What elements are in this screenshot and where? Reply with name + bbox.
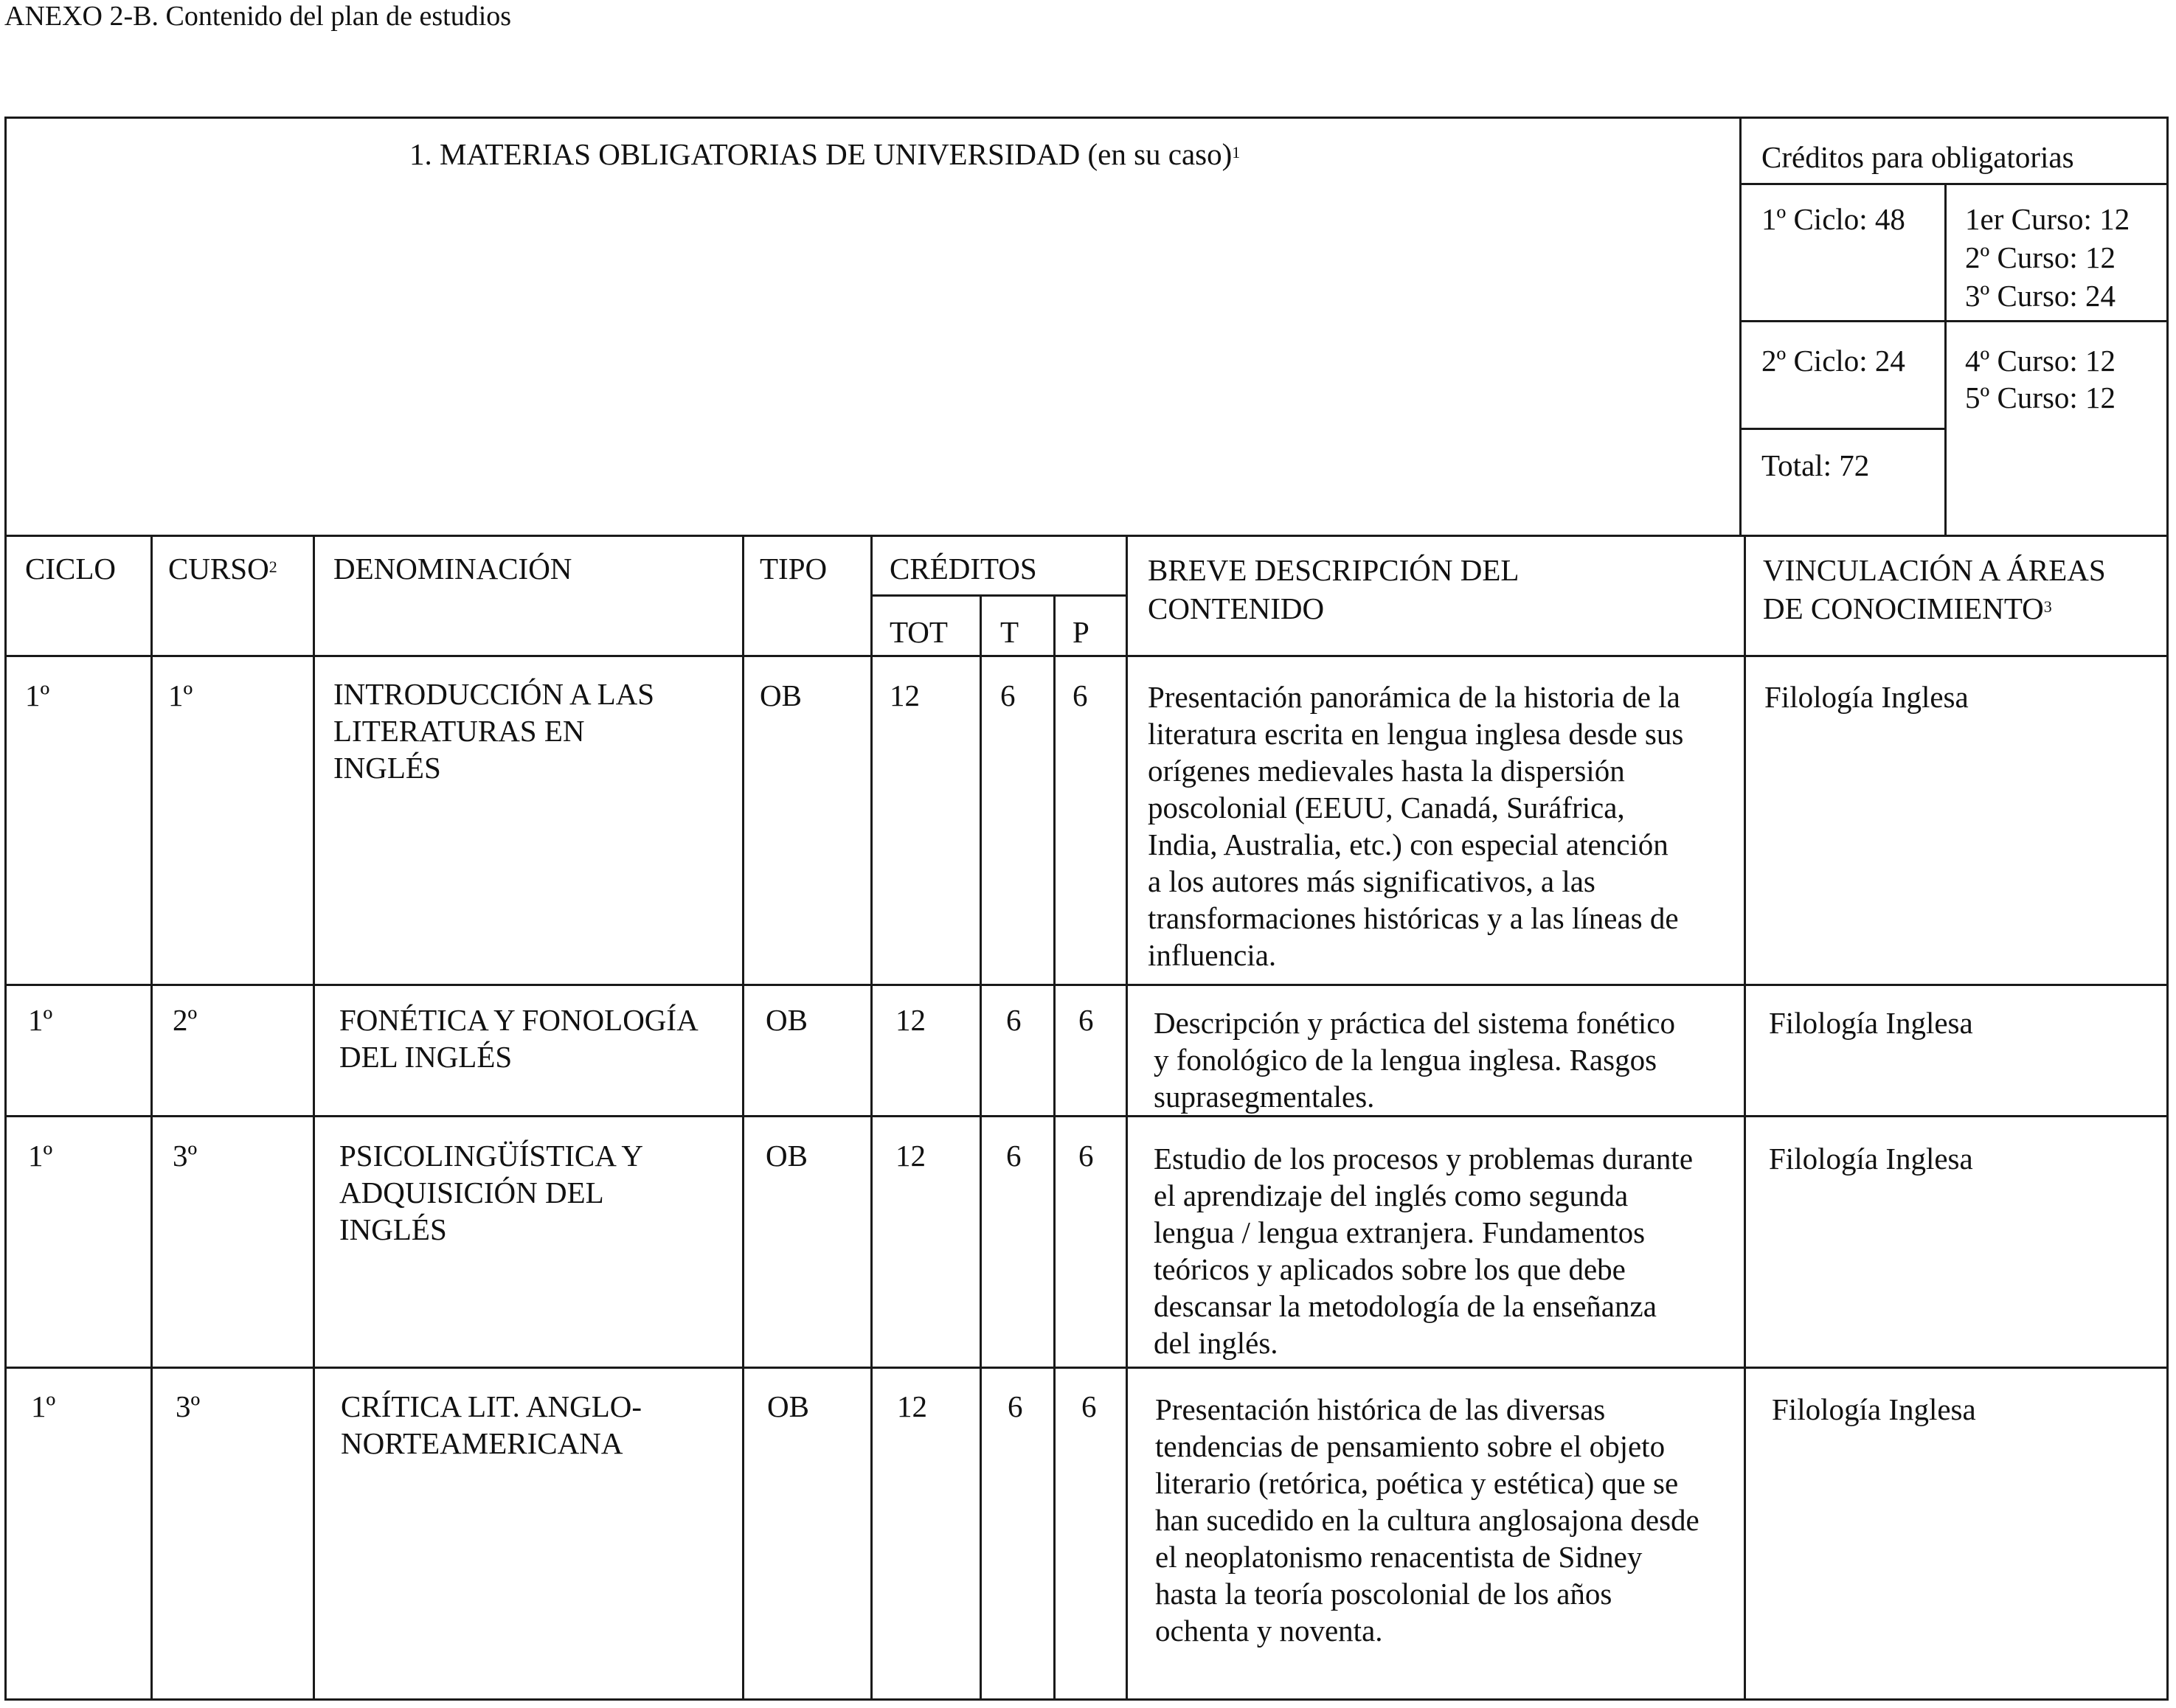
creditos-subheader-rule <box>870 594 1126 597</box>
cell-descripcion: lengua / lengua extranjera. Fundamentos <box>1154 1215 1646 1249</box>
cell-descripcion: han sucedido en la cultura anglosajona desde <box>1155 1503 1699 1537</box>
header-vinculacion-footnote: 3 <box>2043 597 2052 616</box>
header-curso-text: CURSO <box>168 552 269 586</box>
cell-tipo: OB <box>767 1389 809 1423</box>
cell-p: 6 <box>1078 1003 1094 1037</box>
column-rule <box>313 535 315 1701</box>
cell-vinculacion: Filología Inglesa <box>1769 1006 1973 1040</box>
header-tipo: TIPO <box>760 552 828 586</box>
cell-descripcion: literario (retórica, poética y estética) que se <box>1155 1466 1679 1500</box>
header-vinculacion-text: DE CONOCIMIENTO <box>1763 591 2044 625</box>
section-title-footnote: 1 <box>1232 143 1241 162</box>
column-rule <box>150 535 153 1701</box>
header-creditos: CRÉDITOS <box>890 552 1037 586</box>
header-ciclo: CICLO <box>25 552 116 586</box>
cell-ciclo: 1º <box>25 678 50 712</box>
cell-descripcion: poscolonial (EEUU, Canadá, Suráfrica, <box>1148 791 1625 825</box>
credits-inner-divider <box>1944 183 1947 537</box>
header-t: T <box>1000 615 1019 649</box>
column-rule <box>1744 535 1746 1701</box>
credits-ciclo1-curso: 1er Curso: 12 <box>1965 202 2130 236</box>
cell-denominacion: INGLÉS <box>339 1212 447 1246</box>
credits-ciclo1-rule <box>1739 320 2169 322</box>
cell-curso: 1º <box>168 678 193 712</box>
cell-descripcion: del inglés. <box>1154 1326 1278 1360</box>
credits-heading-rule <box>1739 183 2169 185</box>
cell-descripcion: influencia. <box>1148 938 1277 972</box>
cell-tipo: OB <box>766 1139 808 1173</box>
header-vinculacion <box>1763 589 2052 628</box>
cell-curso: 2º <box>173 1003 198 1037</box>
section-title <box>409 136 1240 173</box>
cell-descripcion: Descripción y práctica del sistema fonético <box>1154 1006 1675 1040</box>
cell-tot: 12 <box>895 1003 926 1037</box>
cell-descripcion: Presentación panorámica de la historia de la <box>1148 680 1680 714</box>
cell-t: 6 <box>1006 1003 1022 1037</box>
row-rule <box>4 984 2169 986</box>
cell-descripcion: el aprendizaje del inglés como segunda <box>1154 1178 1629 1212</box>
cell-ciclo: 1º <box>31 1389 56 1423</box>
header-tot: TOT <box>890 615 948 649</box>
document-title: ANEXO 2-B. Contenido del plan de estudios <box>4 1 512 32</box>
cell-t: 6 <box>1006 1139 1022 1173</box>
cell-descripcion: India, Australia, etc.) con especial atención <box>1148 827 1669 861</box>
cell-descripcion: orígenes medievales hasta la dispersión <box>1148 754 1625 788</box>
column-rule <box>1126 535 1128 1701</box>
header-vinculacion: VINCULACIÓN A ÁREAS <box>1763 553 2106 587</box>
cell-ciclo: 1º <box>28 1003 53 1037</box>
cell-descripcion: teóricos y aplicados sobre los que debe <box>1154 1252 1626 1286</box>
cell-denominacion: INTRODUCCIÓN A LAS <box>333 677 655 711</box>
cell-descripcion: transformaciones históricas y a las líneas de <box>1148 901 1679 935</box>
cell-tot: 12 <box>897 1389 927 1423</box>
row-rule <box>4 1115 2169 1117</box>
cell-descripcion: ochenta y noventa. <box>1155 1614 1383 1648</box>
cell-vinculacion: Filología Inglesa <box>1769 1142 1973 1176</box>
header-curso-footnote: 2 <box>268 558 277 576</box>
cell-denominacion: CRÍTICA LIT. ANGLO- <box>341 1389 642 1423</box>
header-curso <box>168 549 277 589</box>
cell-t: 6 <box>1000 678 1016 712</box>
header-denominacion: DENOMINACIÓN <box>333 552 572 586</box>
cell-denominacion: LITERATURAS EN <box>333 714 585 748</box>
cell-descripcion: descansar la metodología de la enseñanza <box>1154 1289 1657 1323</box>
cell-denominacion: INGLÉS <box>333 751 441 785</box>
cell-curso: 3º <box>176 1389 201 1423</box>
row-rule <box>4 1367 2169 1369</box>
cell-denominacion: ADQUISICIÓN DEL <box>339 1176 604 1209</box>
cell-p: 6 <box>1081 1389 1097 1423</box>
cell-vinculacion: Filología Inglesa <box>1772 1392 1976 1426</box>
header-rule <box>4 655 2169 657</box>
column-rule <box>742 535 744 1701</box>
credits-ciclo2: 2º Ciclo: 24 <box>1761 344 1905 378</box>
credits-ciclo2-curso: 4º Curso: 12 <box>1965 344 2116 378</box>
credits-heading: Créditos para obligatorias <box>1761 140 2074 174</box>
cell-descripcion: Estudio de los procesos y problemas durante <box>1154 1142 1694 1176</box>
cell-curso: 3º <box>173 1139 198 1173</box>
cell-tot: 12 <box>895 1139 926 1173</box>
header-descripcion: CONTENIDO <box>1148 591 1325 625</box>
credits-total: Total: 72 <box>1761 448 1870 482</box>
credits-ciclo1: 1º Ciclo: 48 <box>1761 202 1905 236</box>
credits-box-divider <box>1739 117 1742 537</box>
cell-denominacion: DEL INGLÉS <box>339 1040 513 1074</box>
header-descripcion: BREVE DESCRIPCIÓN DEL <box>1148 553 1520 587</box>
column-rule <box>1053 594 1056 1701</box>
cell-p: 6 <box>1078 1139 1094 1173</box>
credits-ciclo2-curso: 5º Curso: 12 <box>1965 381 2116 414</box>
cell-tipo: OB <box>760 678 802 712</box>
cell-ciclo: 1º <box>28 1139 53 1173</box>
cell-t: 6 <box>1008 1389 1023 1423</box>
cell-descripcion: hasta la teoría poscolonial de los años <box>1155 1577 1612 1611</box>
cell-denominacion: PSICOLINGÜÍSTICA Y <box>339 1139 643 1173</box>
cell-p: 6 <box>1073 678 1088 712</box>
cell-descripcion: a los autores más significativos, a las <box>1148 864 1595 898</box>
cell-descripcion: el neoplatonismo renacentista de Sidney <box>1155 1540 1643 1574</box>
cell-descripcion: y fonológico de la lengua inglesa. Rasgos <box>1154 1043 1657 1077</box>
cell-denominacion: FONÉTICA Y FONOLOGÍA <box>339 1003 699 1037</box>
credits-ciclo1-curso: 3º Curso: 24 <box>1965 279 2116 313</box>
cell-denominacion: NORTEAMERICANA <box>341 1426 623 1460</box>
cell-descripcion: Presentación histórica de las diversas <box>1155 1392 1606 1426</box>
cell-descripcion: tendencias de pensamiento sobre el objeto <box>1155 1429 1666 1463</box>
cell-vinculacion: Filología Inglesa <box>1764 680 1969 714</box>
section-title-text: 1. MATERIAS OBLIGATORIAS DE UNIVERSIDAD (en su caso) <box>409 137 1233 171</box>
column-rule <box>980 594 982 1701</box>
cell-descripcion: literatura escrita en lengua inglesa desde sus <box>1148 717 1684 751</box>
credits-ciclo1-curso: 2º Curso: 12 <box>1965 240 2116 274</box>
credits-ciclo2-rule <box>1739 428 1946 430</box>
column-rule <box>870 535 873 1701</box>
cell-tot: 12 <box>890 678 920 712</box>
header-p: P <box>1073 615 1089 649</box>
cell-tipo: OB <box>766 1003 808 1037</box>
cell-descripcion: suprasegmentales. <box>1154 1080 1375 1114</box>
